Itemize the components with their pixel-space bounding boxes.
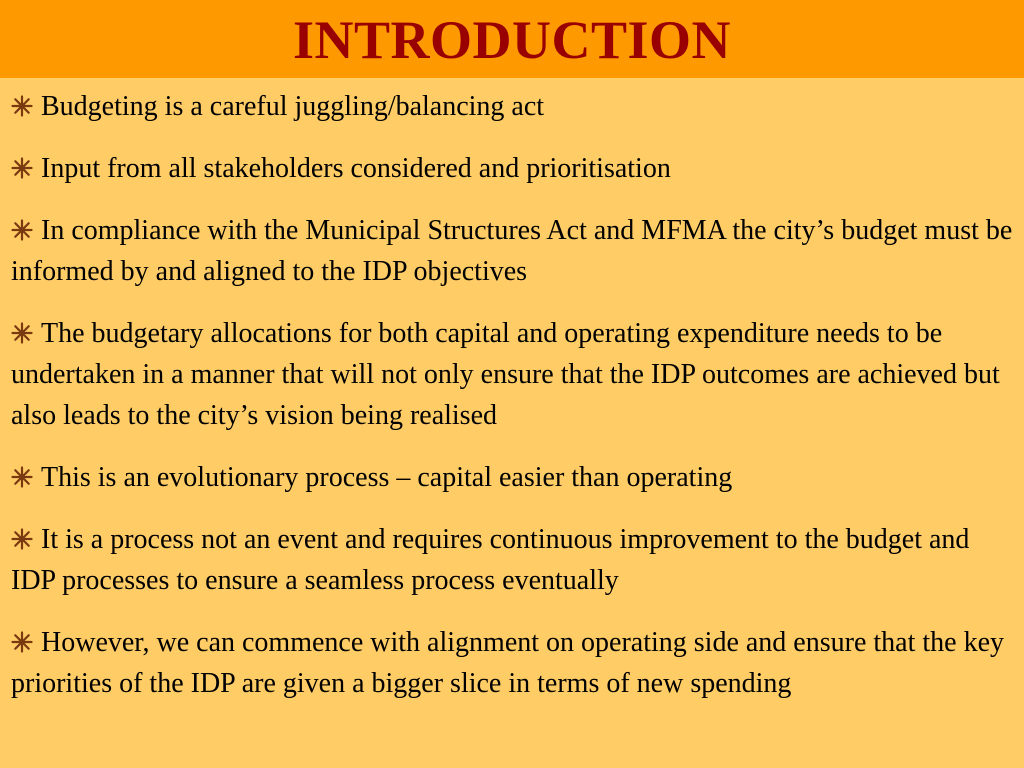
bullet-text: It is a process not an event and requires continuous improvement to the budget and IDP processes to ensure a seamless process eventually xyxy=(11,524,970,596)
bullet-list xyxy=(11,86,1015,725)
starburst-bullet-icon xyxy=(11,95,33,117)
bullet-text: Budgeting is a careful juggling/balancing act xyxy=(41,91,545,122)
bullet-text: This is an evolutionary process – capital easier than operating xyxy=(41,462,733,493)
bullet-item xyxy=(11,210,1015,292)
starburst-bullet-icon xyxy=(11,631,33,653)
starburst-bullet-icon xyxy=(11,157,33,179)
starburst-bullet-icon xyxy=(11,219,33,241)
starburst-bullet-icon xyxy=(11,466,33,488)
bullet-item xyxy=(11,148,1015,189)
bullet-item xyxy=(11,622,1015,704)
starburst-bullet-icon xyxy=(11,528,33,550)
bullet-text: In compliance with the Municipal Structures Act and MFMA the city’s budget must be informed by and aligned to the IDP objectives xyxy=(11,215,1013,287)
starburst-bullet-icon xyxy=(11,322,33,344)
slide-title: INTRODUCTION xyxy=(292,10,732,70)
bullet-item xyxy=(11,86,1015,127)
bullet-text: Input from all stakeholders considered and prioritisation xyxy=(41,153,671,184)
bullet-item xyxy=(11,313,1015,436)
bullet-text: The budgetary allocations for both capital and operating expenditure needs to be undertaken in a manner that will not only ensure that the IDP outcomes are achieved but also leads to the city’s vision being realised xyxy=(11,318,1000,431)
title-bar xyxy=(0,0,1024,78)
bullet-item xyxy=(11,457,1015,498)
bullet-text: However, we can commence with alignment on operating side and ensure that the key priorities of the IDP are given a bigger slice in terms of new spending xyxy=(11,627,1004,699)
bullet-item xyxy=(11,519,1015,601)
